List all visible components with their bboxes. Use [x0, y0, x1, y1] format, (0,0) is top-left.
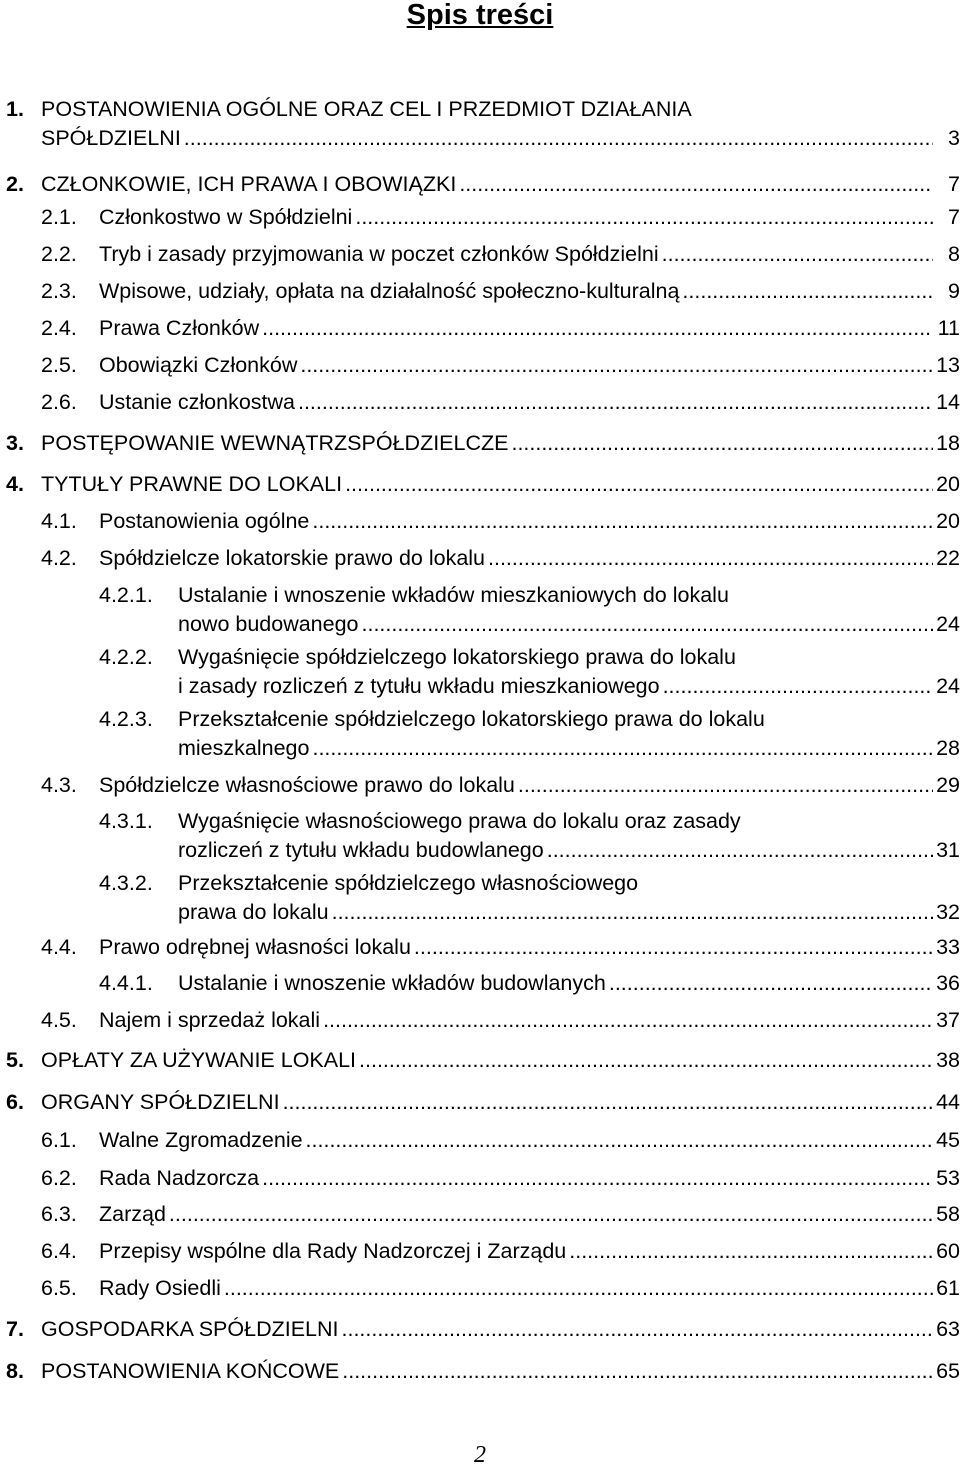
- toc-entry-number: 1.: [6, 97, 24, 121]
- toc-entry-number: 4.: [6, 472, 24, 496]
- toc-entry-leader-row: [41, 170, 960, 199]
- toc-entry-number: 6.4.: [41, 1239, 77, 1263]
- toc-entry-leader-row: [99, 507, 960, 536]
- toc-entry-leader-row: [41, 1315, 960, 1344]
- toc-entry-number: 6.5.: [41, 1276, 77, 1300]
- toc-entry[interactable]: [0, 771, 960, 800]
- toc-entry-page: 29: [936, 773, 960, 797]
- toc-entry-title-line: POSTANOWIENIA OGÓLNE ORAZ CEL I PRZEDMIOT DZIAŁANIA: [41, 97, 692, 121]
- toc-entry-leader-row: [99, 771, 960, 800]
- toc-entry-page: 7: [948, 205, 960, 229]
- toc-entry[interactable]: [0, 1237, 960, 1266]
- toc-entry-number: 4.5.: [41, 1008, 77, 1032]
- toc-entry-title: Zarząd: [99, 1202, 166, 1226]
- toc-entry-title: Obowiązki Członków: [99, 353, 298, 377]
- toc-entry-number: 4.2.1.: [99, 583, 153, 607]
- toc-entry-title: mieszkalnego: [178, 736, 310, 760]
- dot-leader: [569, 1237, 933, 1266]
- toc-entry-number: 2.1.: [41, 205, 77, 229]
- dot-leader: [459, 170, 933, 199]
- toc-entry-title: i zasady rozliczeń z tytułu wkładu mieszkaniowego: [178, 674, 660, 698]
- dot-leader: [662, 240, 933, 269]
- toc-entry-leader-row: [99, 351, 960, 380]
- toc-entry[interactable]: [0, 705, 960, 763]
- toc-entry-leader-row: [41, 1046, 960, 1075]
- dot-leader: [547, 836, 933, 865]
- toc-entry-number: 2.5.: [41, 353, 77, 377]
- toc-entry-number: 2.2.: [41, 242, 77, 266]
- toc-entry[interactable]: [0, 1164, 960, 1193]
- toc-entry[interactable]: [0, 1315, 960, 1344]
- toc-entry-number: 6.3.: [41, 1202, 77, 1226]
- toc-entry-title: Najem i sprzedaż lokali: [99, 1008, 321, 1032]
- toc-entry-title: prawa do lokalu: [178, 900, 329, 924]
- toc-entry-title: TYTUŁY PRAWNE DO LOKALI: [41, 472, 343, 496]
- toc-entry-number: 2.3.: [41, 279, 77, 303]
- toc-entry[interactable]: [0, 1126, 960, 1155]
- toc-entry-leader-row: [99, 933, 960, 962]
- toc-entry-leader-row: [99, 203, 960, 232]
- toc-entry[interactable]: [0, 1200, 960, 1229]
- dot-leader: [262, 1164, 933, 1193]
- dot-leader: [345, 470, 933, 499]
- toc-entry-title: Członkostwo w Spółdzielni: [99, 205, 353, 229]
- toc-entry[interactable]: [0, 544, 960, 573]
- toc-entry-leader-row: [99, 277, 960, 306]
- toc-entry-title: POSTĘPOWANIE WEWNĄTRZSPÓŁDZIELCZE: [41, 431, 509, 455]
- toc-entry[interactable]: [0, 581, 960, 639]
- toc-entry-page: 36: [936, 971, 960, 995]
- toc-entry-page: 28: [936, 736, 960, 760]
- toc-entry-title: SPÓŁDZIELNI: [41, 126, 181, 150]
- toc-entry-title: CZŁONKOWIE, ICH PRAWA I OBOWIĄZKI: [41, 172, 457, 196]
- toc-entry[interactable]: [0, 388, 960, 417]
- toc-entry-leader-row: [178, 836, 960, 865]
- dot-leader: [355, 203, 933, 232]
- toc-entry-number: 3.: [6, 431, 24, 455]
- toc-entry-title: GOSPODARKA SPÓŁDZIELNI: [41, 1317, 339, 1341]
- dot-leader: [362, 610, 933, 639]
- toc-entry[interactable]: [0, 1006, 960, 1035]
- toc-entry-page: 9: [948, 279, 960, 303]
- dot-leader: [312, 734, 933, 763]
- toc-entry-title: Walne Zgromadzenie: [99, 1128, 303, 1152]
- toc-entry-title: Tryb i zasady przyjmowania w poczet członków Spółdzielni: [99, 242, 659, 266]
- dot-leader: [224, 1274, 933, 1303]
- toc-entry-leader-row: [41, 470, 960, 499]
- toc-entry-number: 4.4.1.: [99, 971, 153, 995]
- toc-entry-number: 8.: [6, 1359, 24, 1383]
- toc-entry-page: 13: [936, 353, 960, 377]
- toc-entry-number: 4.4.: [41, 935, 77, 959]
- dot-leader: [359, 1046, 933, 1075]
- toc-entry[interactable]: [0, 969, 960, 998]
- toc-entry[interactable]: [0, 1274, 960, 1303]
- dot-leader: [283, 1088, 933, 1117]
- dot-leader: [518, 771, 933, 800]
- toc-entry-page: 32: [936, 900, 960, 924]
- toc-entry-page: 18: [936, 431, 960, 455]
- toc-entry-page: 31: [936, 838, 960, 862]
- toc-entry[interactable]: [0, 314, 960, 343]
- dot-leader: [342, 1357, 933, 1386]
- dot-leader: [184, 124, 933, 153]
- dot-leader: [262, 314, 933, 343]
- toc-entry-page: 11: [937, 316, 960, 340]
- toc-entry-title: Postanowienia ogólne: [99, 509, 310, 533]
- dot-leader: [323, 1006, 933, 1035]
- toc-entry-page: 60: [936, 1239, 960, 1263]
- dot-leader: [312, 507, 933, 536]
- toc-entry-title: Rada Nadzorcza: [99, 1166, 260, 1190]
- dot-leader: [609, 969, 933, 998]
- toc-entry-page: 24: [936, 612, 960, 636]
- toc-entry[interactable]: [0, 643, 960, 701]
- dot-leader: [488, 544, 933, 573]
- toc-entry-page: 61: [936, 1276, 960, 1300]
- toc-entry-number: 4.3.: [41, 773, 77, 797]
- toc-entry-page: 37: [936, 1008, 960, 1032]
- toc-entry-leader-row: [99, 1006, 960, 1035]
- toc-entry-leader-row: [99, 1126, 960, 1155]
- toc-entry[interactable]: [0, 170, 960, 199]
- toc-entry-leader-row: [178, 734, 960, 763]
- toc-entry-title-line: Ustalanie i wnoszenie wkładów mieszkaniowych do lokalu: [178, 583, 729, 607]
- toc-entry-leader-row: [99, 1164, 960, 1193]
- toc-entry[interactable]: [0, 1357, 960, 1386]
- toc-entry-number: 4.2.3.: [99, 707, 153, 731]
- toc-title: Spis treści: [406, 0, 554, 31]
- toc-entry[interactable]: [0, 933, 960, 962]
- toc-entry-page: 53: [936, 1166, 960, 1190]
- toc-entry[interactable]: [0, 470, 960, 499]
- toc-entry-title: Prawo odrębnej własności lokalu: [99, 935, 411, 959]
- toc-entry-number: 6.: [6, 1090, 24, 1114]
- toc-entry-title: nowo budowanego: [178, 612, 359, 636]
- toc-entry[interactable]: [0, 240, 960, 269]
- toc-entry-number: 2.6.: [41, 390, 77, 414]
- dot-leader: [300, 351, 933, 380]
- toc-entry-number: 2.4.: [41, 316, 77, 340]
- toc-entry-page: 63: [936, 1317, 960, 1341]
- toc-entry-title-line: Wygaśnięcie spółdzielczego lokatorskiego prawa do lokalu: [178, 645, 736, 669]
- toc-entry-leader-row: [178, 672, 960, 701]
- dot-leader: [298, 388, 933, 417]
- toc-entry-leader-row: [99, 240, 960, 269]
- toc-entry-title-line: Przekształcenie spółdzielczego własnościowego: [178, 871, 639, 895]
- toc-entry-number: 4.1.: [41, 509, 77, 533]
- dot-leader: [169, 1200, 933, 1229]
- toc-entry-page: 3: [948, 126, 960, 150]
- toc-entry-title: Ustanie członkostwa: [99, 390, 295, 414]
- toc-entry-title: Przepisy wspólne dla Rady Nadzorczej i Zarządu: [99, 1239, 567, 1263]
- toc-entry-page: 20: [936, 472, 960, 496]
- toc-entry-page: 24: [936, 674, 960, 698]
- toc-entry-title: Wpisowe, udziały, opłata na działalność społeczno-kulturalną: [99, 279, 680, 303]
- toc-entry[interactable]: [0, 203, 960, 232]
- toc-entry-title: OPŁATY ZA UŻYWANIE LOKALI: [41, 1048, 357, 1072]
- toc-entry-page: 14: [936, 390, 960, 414]
- toc-entry-title: Rady Osiedli: [99, 1276, 221, 1300]
- toc-entry-leader-row: [178, 610, 960, 639]
- toc-entry[interactable]: [0, 277, 960, 306]
- toc-entry-page: 65: [936, 1359, 960, 1383]
- toc-entry-number: 4.2.: [41, 546, 77, 570]
- toc-entry-title: Spółdzielcze własnościowe prawo do lokalu: [99, 773, 515, 797]
- toc-entry-title: rozliczeń z tytułu wkładu budowlanego: [178, 838, 544, 862]
- toc-entry-page: 8: [948, 242, 960, 266]
- toc-entry-number: 4.3.1.: [99, 809, 153, 833]
- toc-entry-leader-row: [99, 544, 960, 573]
- dot-leader: [663, 672, 933, 701]
- dot-leader: [682, 277, 933, 306]
- toc-entry-page: 44: [936, 1090, 960, 1114]
- toc-entry[interactable]: [0, 869, 960, 927]
- toc-entry-page: 22: [936, 546, 960, 570]
- toc-entry-page: 58: [936, 1202, 960, 1226]
- toc-entry-page: 33: [936, 935, 960, 959]
- toc-entry[interactable]: [0, 1088, 960, 1117]
- toc-entry-leader-row: [41, 1357, 960, 1386]
- toc-entry[interactable]: [0, 807, 960, 865]
- toc-entry-leader-row: [178, 969, 960, 998]
- toc-entry-title: Prawa Członków: [99, 316, 260, 340]
- toc-entry-title-line: Wygaśnięcie własnościowego prawa do lokalu oraz zasady: [178, 809, 741, 833]
- toc-entry[interactable]: [0, 429, 960, 458]
- toc-entry-page: 7: [948, 172, 960, 196]
- toc-entry-title: ORGANY SPÓŁDZIELNI: [41, 1090, 280, 1114]
- page-number: 2: [474, 1442, 486, 1468]
- toc-entry-leader-row: [41, 124, 960, 153]
- toc-entry-leader-row: [99, 1200, 960, 1229]
- dot-leader: [306, 1126, 933, 1155]
- toc-entry[interactable]: [0, 95, 960, 153]
- toc-entry-title: Ustalanie i wnoszenie wkładów budowlanych: [178, 971, 606, 995]
- dot-leader: [342, 1315, 933, 1344]
- toc-entry-leader-row: [99, 1237, 960, 1266]
- dot-leader: [332, 898, 933, 927]
- toc-entry-number: 4.2.2.: [99, 645, 153, 669]
- toc-entry[interactable]: [0, 1046, 960, 1075]
- toc-entry[interactable]: [0, 351, 960, 380]
- toc-entry-leader-row: [99, 314, 960, 343]
- toc-entry-title: Spółdzielcze lokatorskie prawo do lokalu: [99, 546, 486, 570]
- dot-leader: [414, 933, 933, 962]
- toc-entry-number: 7.: [6, 1317, 24, 1341]
- toc-entry-number: 2.: [6, 172, 24, 196]
- toc-entry[interactable]: [0, 507, 960, 536]
- dot-leader: [511, 429, 933, 458]
- toc-entry-page: 45: [936, 1128, 960, 1152]
- toc-entry-title-line: Przekształcenie spółdzielczego lokatorskiego prawa do lokalu: [178, 707, 765, 731]
- toc-entry-leader-row: [41, 429, 960, 458]
- toc-entry-leader-row: [99, 1274, 960, 1303]
- toc-entry-number: 4.3.2.: [99, 871, 153, 895]
- toc-entry-number: 5.: [6, 1048, 24, 1072]
- toc-entry-page: 20: [936, 509, 960, 533]
- toc-entry-number: 6.2.: [41, 1166, 77, 1190]
- toc-entry-number: 6.1.: [41, 1128, 77, 1152]
- toc-entry-page: 38: [936, 1048, 960, 1072]
- toc-entry-leader-row: [99, 388, 960, 417]
- toc-entry-title: POSTANOWIENIA KOŃCOWE: [41, 1359, 340, 1383]
- toc-entry-leader-row: [41, 1088, 960, 1117]
- toc-entry-leader-row: [178, 898, 960, 927]
